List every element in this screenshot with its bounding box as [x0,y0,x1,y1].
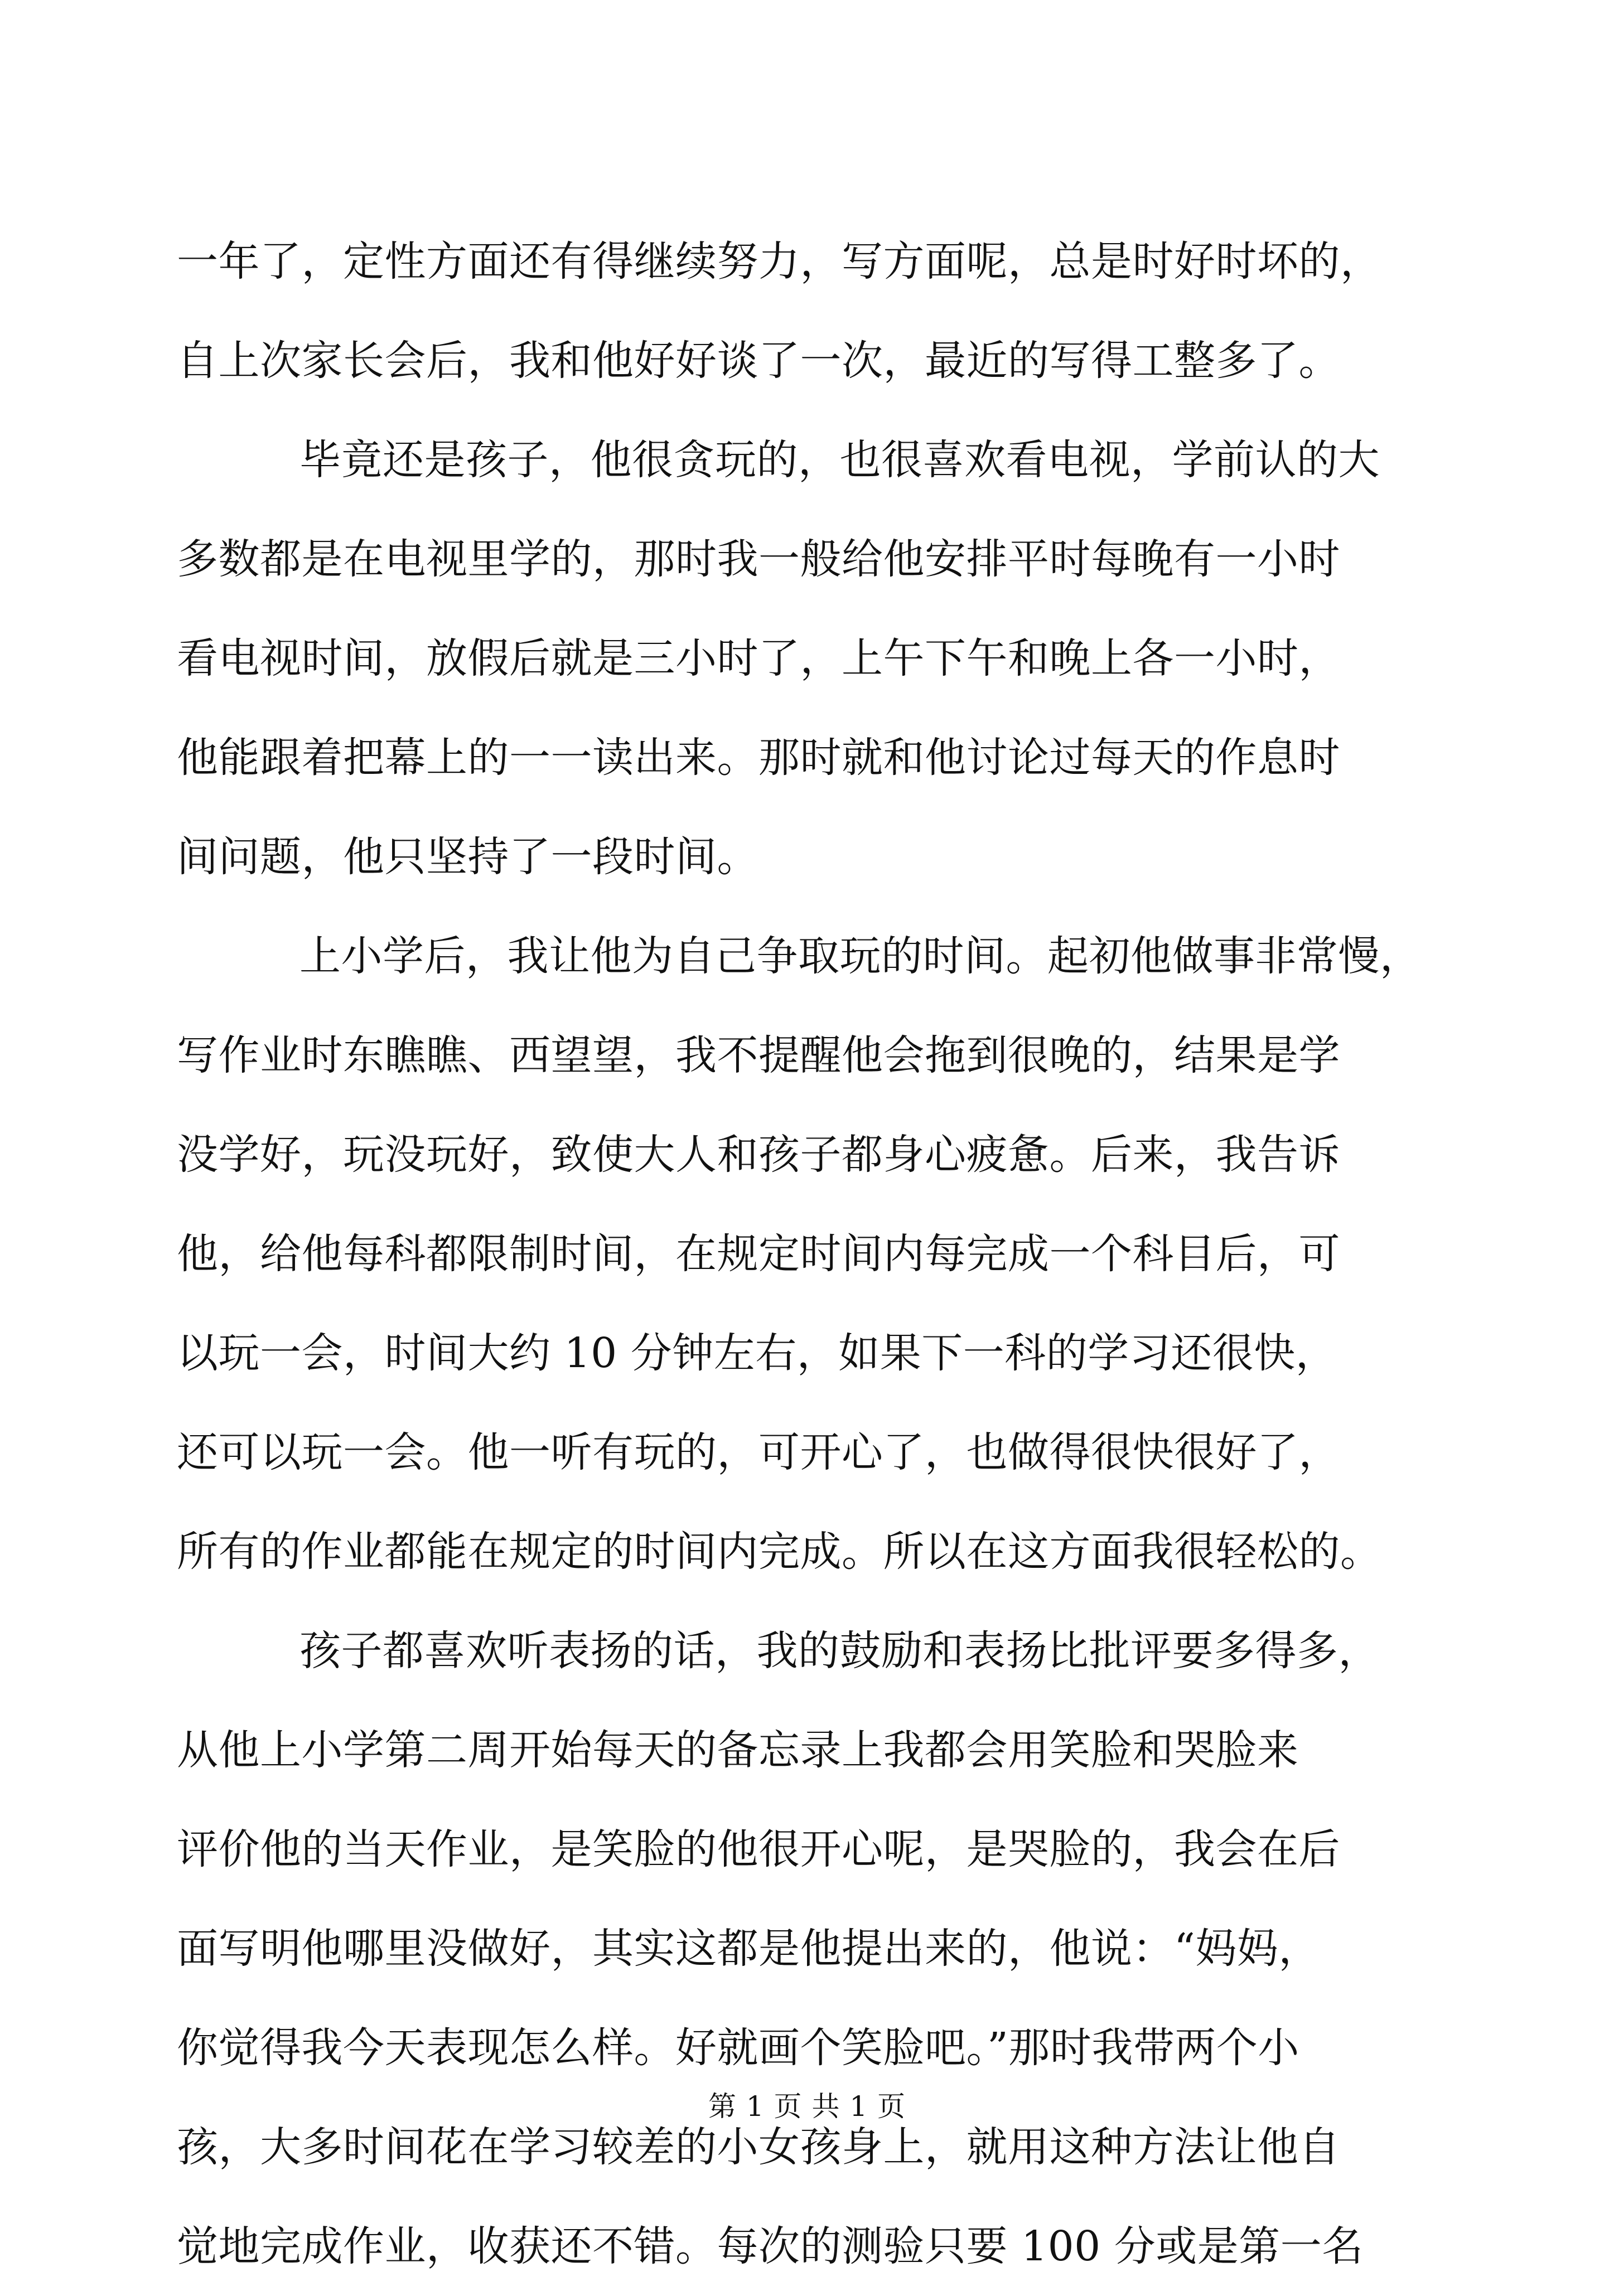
page-footer: 第 1 页 共 1 页 [708,2090,906,2123]
text-line: 一年了，定性方面还有得继续努力，写方面呢，总是时好时坏的， [177,238,1382,285]
paragraph-first-line: 孩子都喜欢听表扬的话，我的鼓励和表扬比批评要多得多， [299,1627,1380,1675]
text-line: 没学好，玩没玩好，致使大人和孩子都身心疲惫。后来，我告诉 [177,1131,1340,1179]
text-line: 写作业时东瞧瞧、西望望，我不提醒他会拖到很晚的，结果是学 [177,1031,1340,1079]
text-line: 评价他的当天作业，是笑脸的他很开心呢，是哭脸的，我会在后 [177,1825,1340,1873]
text-line: 他，给他每科都限制时间，在规定时间内每完成一个科目后，可 [177,1230,1340,1278]
text-line: 自上次家长会后，我和他好好谈了一次，最近的写得工整多了。 [177,337,1340,385]
text-line: 间问题，他只坚持了一段时间。 [177,833,758,881]
text-line: 面写明他哪里没做好，其实这都是他提出来的，他说：“妈妈， [177,1925,1320,1973]
text-line: 多数都是在电视里学的，那时我一般给他安排平时每晚有一小时 [177,535,1340,583]
text-line: 还可以玩一会。他一听有玩的，可开心了，也做得很快很好了， [177,1428,1340,1476]
text-line: 觉地完成作业，收获还不错。每次的测验只要 100 分或是第一名 [177,2222,1364,2270]
paragraph-first-line: 毕竟还是孩子，他很贪玩的，也很喜欢看电视，学前认的大 [299,436,1380,484]
text-line: 从他上小学第二周开始每天的备忘录上我都会用笑脸和哭脸来 [177,1726,1299,1774]
text-line: 所有的作业都能在规定的时间内完成。所以在这方面我很轻松的。 [177,1528,1382,1576]
text-line: 他能跟着把幕上的一一读出来。那时就和他讨论过每天的作息时 [177,734,1340,782]
body-text [177,212,1424,2296]
text-line: 孩，大多时间花在学习较差的小女孩身上，就用这种方法让他自 [177,2123,1340,2171]
paragraph-first-line: 上小学后，我让他为自己争取玩的时间。起初他做事非常慢， [299,932,1422,980]
text-line: 你觉得我今天表现怎么样。好就画个笑脸吧。”那时我带两个小 [177,2024,1299,2072]
text-line: 看电视时间，放假后就是三小时了，上午下午和晚上各一小时， [177,634,1340,682]
text-line: 以玩一会，时间大约 10 分钟左右，如果下一科的学习还很快， [177,1329,1337,1377]
